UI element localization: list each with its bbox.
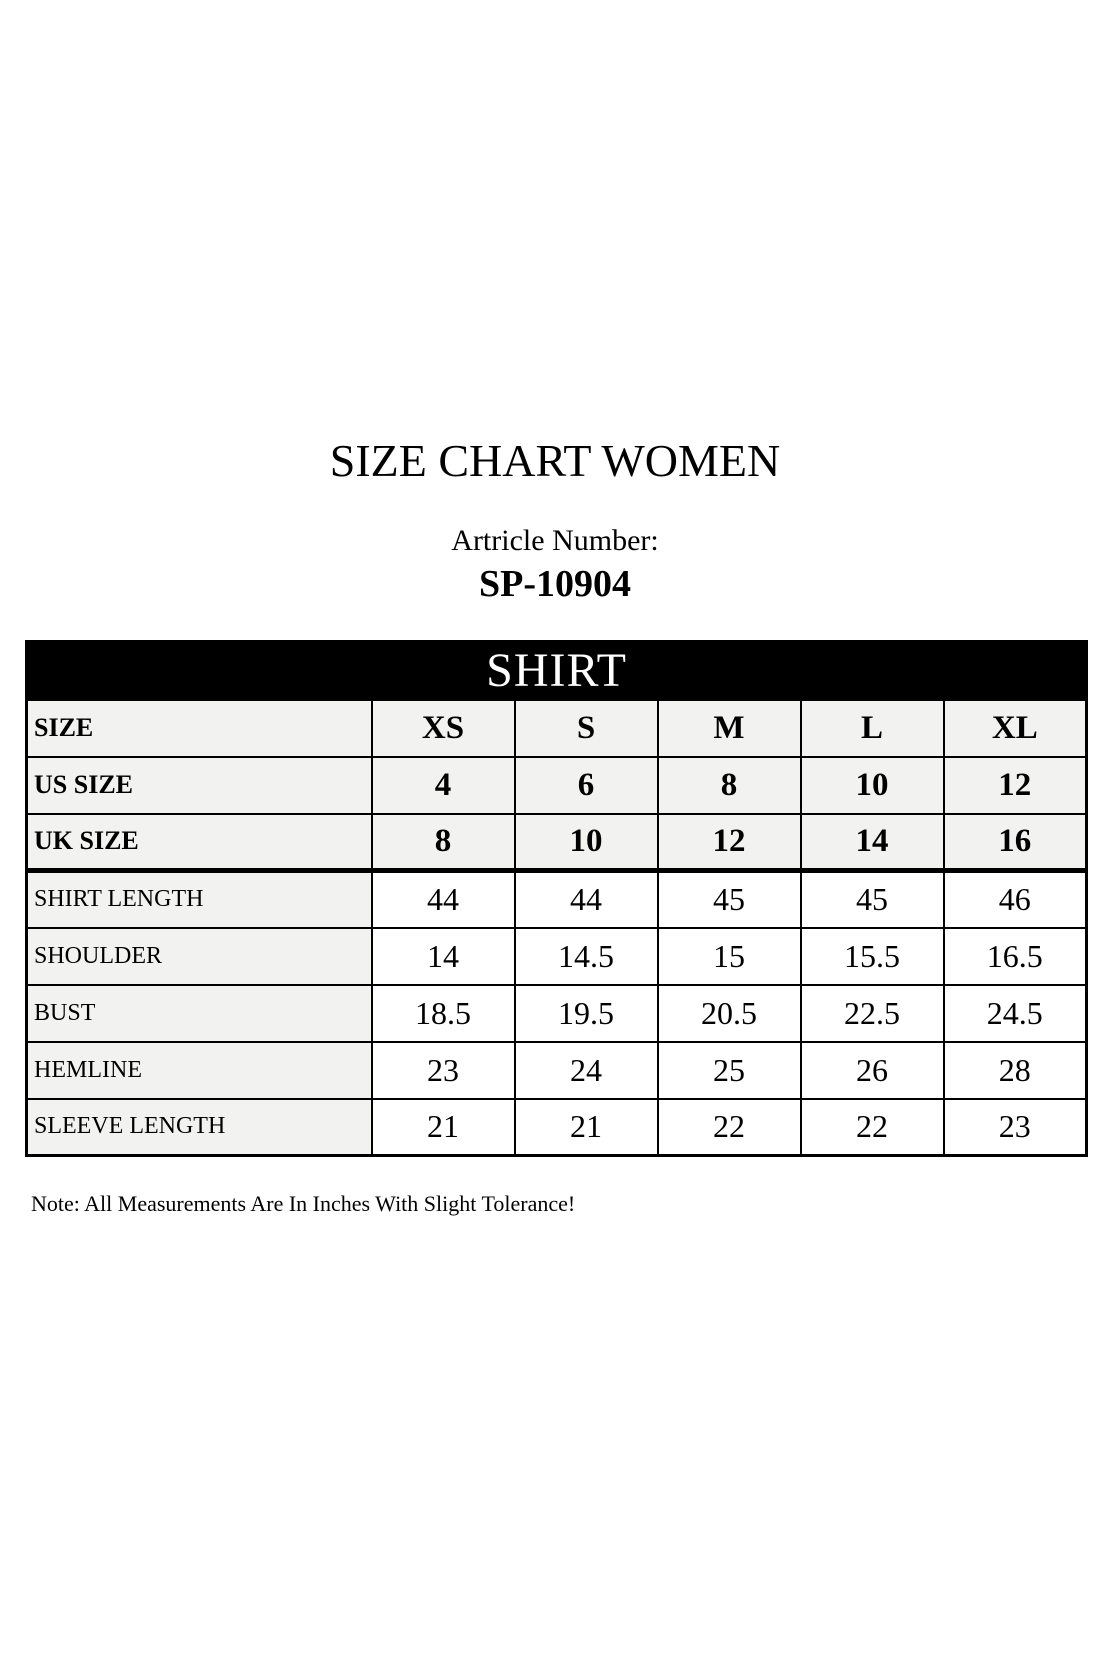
cell-l: 14 xyxy=(801,814,944,871)
cell-m: 12 xyxy=(658,814,801,871)
cell-xs: 21 xyxy=(372,1099,515,1156)
page-title: SIZE CHART WOMEN xyxy=(329,435,781,486)
article-number-value: SP-10904 xyxy=(479,563,631,605)
cell-xl: 24.5 xyxy=(944,985,1087,1042)
cell-xl: 28 xyxy=(944,1042,1087,1099)
cell-xl: 46 xyxy=(944,871,1087,928)
cell-m: 45 xyxy=(658,871,801,928)
measurement-note: Note: All Measurements Are In Inches With Slight Tolerance! xyxy=(31,1191,576,1216)
cell-xl: 23 xyxy=(944,1099,1087,1156)
article-number-label: Artricle Number: xyxy=(451,524,659,557)
cell-xl: 16.5 xyxy=(944,928,1087,985)
cell-m: 15 xyxy=(658,928,801,985)
row-label: SHOULDER xyxy=(27,928,372,985)
cell-l: 22.5 xyxy=(801,985,944,1042)
cell-s: 44 xyxy=(515,871,658,928)
table-title-row xyxy=(27,642,1087,700)
cell-m: 25 xyxy=(658,1042,801,1099)
cell-s: 14.5 xyxy=(515,928,658,985)
cell-l: 10 xyxy=(801,757,944,814)
cell-m: 8 xyxy=(658,757,801,814)
cell-m: 20.5 xyxy=(658,985,801,1042)
table-title: SHIRT xyxy=(27,642,1087,700)
cell-s: 10 xyxy=(515,814,658,871)
cell-s: 19.5 xyxy=(515,985,658,1042)
cell-s: 21 xyxy=(515,1099,658,1156)
cell-xl: 16 xyxy=(944,814,1087,871)
table-row-us-size xyxy=(27,757,1087,814)
table-row-uk-size xyxy=(27,814,1087,871)
row-label: SIZE xyxy=(27,700,372,757)
cell-l: 22 xyxy=(801,1099,944,1156)
cell-xs: XS xyxy=(372,700,515,757)
cell-l: 15.5 xyxy=(801,928,944,985)
cell-xs: 4 xyxy=(372,757,515,814)
size-chart-table xyxy=(25,640,1088,1157)
cell-s: 24 xyxy=(515,1042,658,1099)
cell-m: 22 xyxy=(658,1099,801,1156)
row-label: SHIRT LENGTH xyxy=(27,871,372,928)
cell-l: 45 xyxy=(801,871,944,928)
cell-l: 26 xyxy=(801,1042,944,1099)
table-row-size xyxy=(27,700,1087,757)
table-row-hemline xyxy=(27,1042,1087,1099)
row-label: US SIZE xyxy=(27,757,372,814)
cell-xs: 8 xyxy=(372,814,515,871)
table-row-bust xyxy=(27,985,1087,1042)
cell-m: M xyxy=(658,700,801,757)
cell-xs: 44 xyxy=(372,871,515,928)
cell-xs: 23 xyxy=(372,1042,515,1099)
cell-s: 6 xyxy=(515,757,658,814)
cell-s: S xyxy=(515,700,658,757)
row-label: SLEEVE LENGTH xyxy=(27,1099,372,1156)
cell-xl: XL xyxy=(944,700,1087,757)
row-label: BUST xyxy=(27,985,372,1042)
cell-l: L xyxy=(801,700,944,757)
cell-xl: 12 xyxy=(944,757,1087,814)
table-row-shirt-length xyxy=(27,871,1087,928)
row-label: UK SIZE xyxy=(27,814,372,871)
table-row-sleeve-length xyxy=(27,1099,1087,1156)
table-row-shoulder xyxy=(27,928,1087,985)
row-label: HEMLINE xyxy=(27,1042,372,1099)
cell-xs: 18.5 xyxy=(372,985,515,1042)
cell-xs: 14 xyxy=(372,928,515,985)
